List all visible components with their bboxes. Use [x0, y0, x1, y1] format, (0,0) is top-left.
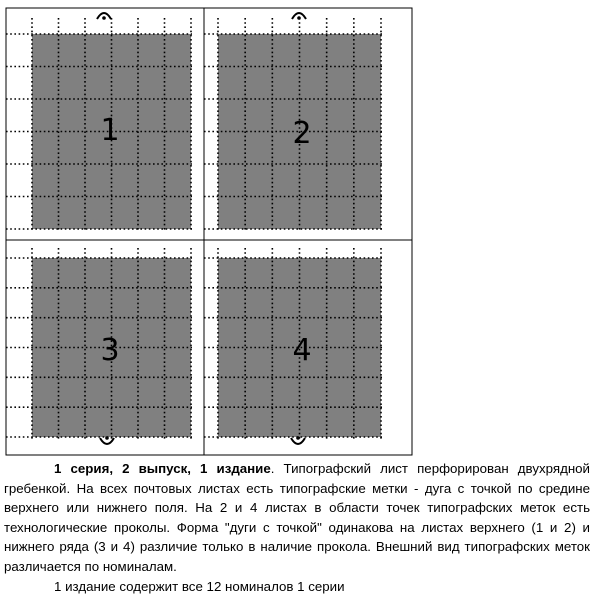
dot-mark-icon — [296, 436, 300, 440]
sheet-description — [4, 459, 590, 596]
pane-number-4: 4 — [292, 333, 312, 368]
pane-number-3: 3 — [100, 333, 120, 368]
dot-mark-icon — [102, 16, 106, 20]
pane-number-1: 1 — [100, 113, 120, 148]
dot-mark-icon — [297, 16, 301, 20]
edition-title: 1 серия, 2 выпуск, 1 издание — [54, 461, 271, 476]
description-paragraph — [4, 459, 590, 577]
description-text: . Типографский лист перфорирован двухрядной гребенкой. На всех почтовых листах есть типографские метки - дуга с точкой по средине верхнего или нижнего поля. На 2 и 4 листах в области точек типографских меток есть технологические проколы. Форма "дуги с точкой" одинакова на листах верхнего (1 и 2) и нижнего ряда (3 и 4) различие только в наличие прокола. Внешний вид типографских меток различается по номиналам. — [4, 461, 590, 574]
dot-mark-icon — [105, 436, 109, 440]
edition-note: 1 издание содержит все 12 номиналов 1 серии — [54, 578, 345, 594]
pane-number-2: 2 — [292, 116, 312, 151]
